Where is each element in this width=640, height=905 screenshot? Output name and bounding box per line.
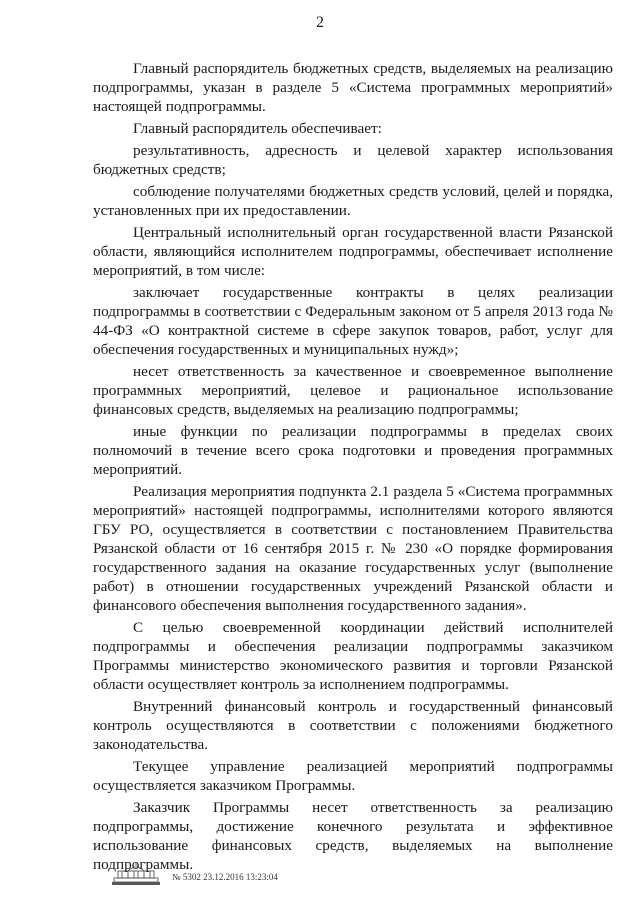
registration-stamp: № 5302 23.12.2016 13:23:04 (172, 872, 278, 882)
paragraph: заключает государственные контракты в целях реализации подпрограммы в соответствии с Федеральным законом от 5 апреля 2013 года № 44-ФЗ «О контрактной системе в сфере закупок товаров, работ, услуг для обеспечения государственных и муниципальных нужд»; (93, 284, 613, 358)
paragraph: несет ответственность за качественное и своевременное выполнение программных мероприятий, целевое и рациональное использование финансовых средств, выделяемых на реализацию подпрограммы; (93, 363, 613, 418)
paragraph: Реализация мероприятия подпункта 2.1 раздела 5 «Система программных мероприятий» настоящей подпрограммы, исполнителями которого являются ГБУ РО, осуществляется в соответствии с постановлением Правительства Рязанской области от 16 сентября 2015 г. № 230 «О порядке формирования государственного задания на оказание государственных услуг (выполнение работ) в отношении государственных учреждений Рязанской области и финансового обеспечения выполнения государственного задания». (93, 483, 613, 614)
paragraph: С целью своевременной координации действий исполнителей подпрограммы и обеспечения реализации подпрограммы заказчиком Программы министерство экономического развития и торговли Рязанской области осуществляет контроль за исполнением подпрограммы. (93, 619, 613, 693)
page-number: 2 (316, 14, 324, 31)
paragraph: Текущее управление реализацией мероприятий подпрограммы осуществляется заказчиком Программы. (93, 758, 613, 794)
paragraph: иные функции по реализации подпрограммы в пределах своих полномочий в течение всего срока подготовки и проведения программных мероприятий. (93, 423, 613, 478)
document-body (93, 59, 613, 877)
paragraph: результативность, адресность и целевой характер использования бюджетных средств; (93, 142, 613, 178)
paragraph: Центральный исполнительный орган государственной власти Рязанской области, являющийся исполнителем подпрограммы, обеспечивает исполнение мероприятий, в том числе: (93, 224, 613, 279)
paragraph: соблюдение получателями бюджетных средств условий, целей и порядка, установленных при их предоставлении. (93, 183, 613, 219)
paragraph: Внутренний финансовый контроль и государственный финансовый контроль осуществляются в соответствии с положениями бюджетного законодательства. (93, 698, 613, 753)
document-footer (108, 862, 278, 886)
paragraph: Заказчик Программы несет ответственность за реализацию подпрограммы, достижение конечного результата и эффективное использование финансовых средств, выделяемых на выполнение подпрограммы. (93, 799, 613, 873)
paragraph: Главный распорядитель обеспечивает: (133, 120, 382, 137)
paragraph: Главный распорядитель бюджетных средств, выделяемых на реализацию подпрограммы, указан в разделе 5 «Система программных мероприятий» настоящей подпрограммы. (93, 60, 613, 115)
government-building-logo-icon (108, 862, 164, 886)
